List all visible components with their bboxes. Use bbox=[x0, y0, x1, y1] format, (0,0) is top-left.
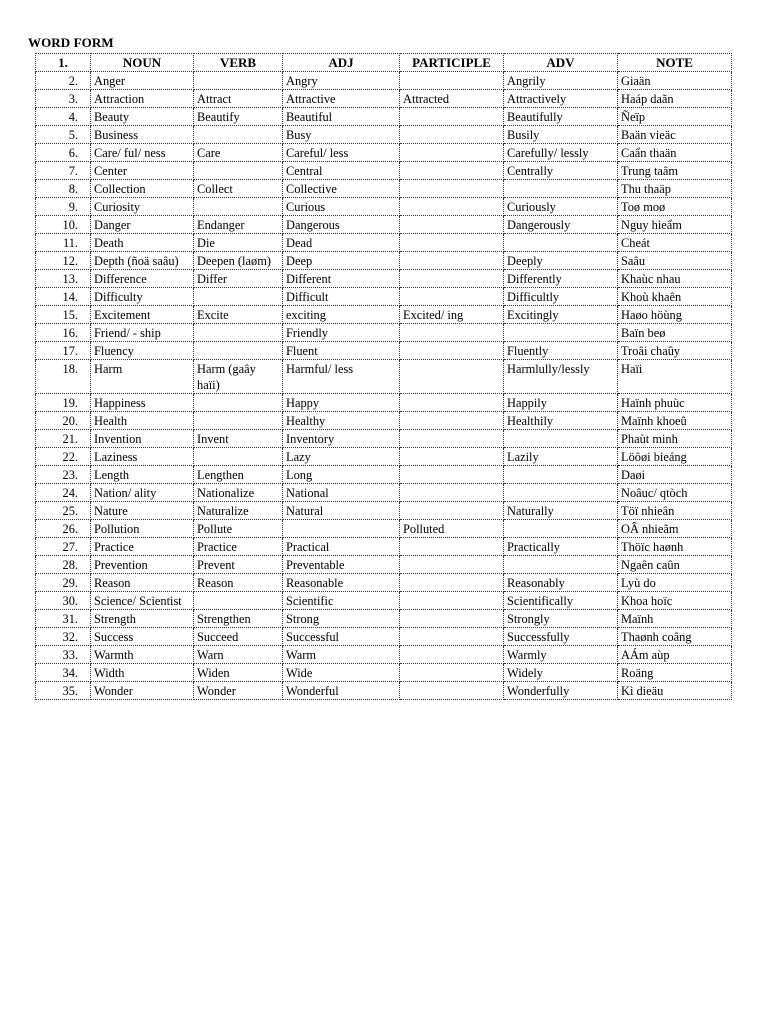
table-row bbox=[36, 682, 732, 700]
cell-participle bbox=[400, 538, 504, 556]
cell-verb bbox=[194, 394, 283, 412]
cell-participle bbox=[400, 484, 504, 502]
cell-note: Cheát bbox=[618, 234, 732, 252]
cell-number: 10. bbox=[36, 216, 91, 234]
cell-noun: Width bbox=[91, 664, 194, 682]
cell-adv: Busily bbox=[504, 126, 618, 144]
cell-note: Thöïc haønh bbox=[618, 538, 732, 556]
header-noun: NOUN bbox=[91, 54, 194, 72]
cell-noun: Attraction bbox=[91, 90, 194, 108]
cell-adj: Central bbox=[283, 162, 400, 180]
cell-adv: Harmlully/lessly bbox=[504, 360, 618, 394]
cell-verb: Beautify bbox=[194, 108, 283, 126]
cell-verb: Strengthen bbox=[194, 610, 283, 628]
cell-verb: Deepen (laøm) bbox=[194, 252, 283, 270]
cell-note: Khaùc nhau bbox=[618, 270, 732, 288]
cell-noun: Difficulty bbox=[91, 288, 194, 306]
cell-noun: Prevention bbox=[91, 556, 194, 574]
cell-adj: Collective bbox=[283, 180, 400, 198]
cell-participle bbox=[400, 556, 504, 574]
table-row bbox=[36, 342, 732, 360]
table-row bbox=[36, 180, 732, 198]
cell-verb: Harm (gaây haïi) bbox=[194, 360, 283, 394]
cell-verb bbox=[194, 342, 283, 360]
cell-noun: Depth (ñoä saâu) bbox=[91, 252, 194, 270]
cell-note: Noâuc/ qtòch bbox=[618, 484, 732, 502]
cell-participle bbox=[400, 126, 504, 144]
cell-adj: Dangerous bbox=[283, 216, 400, 234]
cell-number: 14. bbox=[36, 288, 91, 306]
cell-noun: Anger bbox=[91, 72, 194, 90]
header-number: 1. bbox=[36, 54, 91, 72]
cell-noun: Wonder bbox=[91, 682, 194, 700]
table-header-row bbox=[36, 54, 732, 72]
cell-note: Trung taâm bbox=[618, 162, 732, 180]
cell-note: Haáp daãn bbox=[618, 90, 732, 108]
cell-adv: Lazily bbox=[504, 448, 618, 466]
cell-participle bbox=[400, 216, 504, 234]
header-participle: PARTICIPLE bbox=[400, 54, 504, 72]
cell-noun: Nature bbox=[91, 502, 194, 520]
cell-verb: Care bbox=[194, 144, 283, 162]
cell-adv: Widely bbox=[504, 664, 618, 682]
cell-verb: Endanger bbox=[194, 216, 283, 234]
cell-note: OÂ nhieãm bbox=[618, 520, 732, 538]
cell-adv bbox=[504, 484, 618, 502]
cell-participle bbox=[400, 628, 504, 646]
cell-verb bbox=[194, 162, 283, 180]
cell-participle bbox=[400, 72, 504, 90]
cell-participle bbox=[400, 466, 504, 484]
cell-number: 23. bbox=[36, 466, 91, 484]
cell-adj: Careful/ less bbox=[283, 144, 400, 162]
cell-adj: Wide bbox=[283, 664, 400, 682]
cell-note: Maïnh bbox=[618, 610, 732, 628]
cell-adj: Healthy bbox=[283, 412, 400, 430]
header-adv: ADV bbox=[504, 54, 618, 72]
cell-adj: Scientific bbox=[283, 592, 400, 610]
cell-noun: Length bbox=[91, 466, 194, 484]
cell-adv: Beautifully bbox=[504, 108, 618, 126]
cell-adv: Warmly bbox=[504, 646, 618, 664]
cell-noun: Danger bbox=[91, 216, 194, 234]
cell-number: 34. bbox=[36, 664, 91, 682]
cell-participle bbox=[400, 610, 504, 628]
cell-verb: Nationalize bbox=[194, 484, 283, 502]
cell-adv: Fluently bbox=[504, 342, 618, 360]
cell-verb: Pollute bbox=[194, 520, 283, 538]
cell-noun: Curiosity bbox=[91, 198, 194, 216]
cell-adj: Deep bbox=[283, 252, 400, 270]
cell-participle bbox=[400, 360, 504, 394]
cell-number: 24. bbox=[36, 484, 91, 502]
cell-adv bbox=[504, 324, 618, 342]
cell-noun: Friend/ - ship bbox=[91, 324, 194, 342]
cell-verb bbox=[194, 126, 283, 144]
cell-adv: Centrally bbox=[504, 162, 618, 180]
cell-number: 13. bbox=[36, 270, 91, 288]
cell-participle bbox=[400, 646, 504, 664]
cell-adj: Dead bbox=[283, 234, 400, 252]
cell-adj: Happy bbox=[283, 394, 400, 412]
table-row bbox=[36, 484, 732, 502]
document-title: WORD FORM bbox=[28, 35, 114, 50]
cell-participle bbox=[400, 430, 504, 448]
cell-noun: Health bbox=[91, 412, 194, 430]
cell-adj bbox=[283, 520, 400, 538]
cell-participle bbox=[400, 288, 504, 306]
cell-participle bbox=[400, 412, 504, 430]
cell-verb: Warn bbox=[194, 646, 283, 664]
cell-noun: Strength bbox=[91, 610, 194, 628]
table-row bbox=[36, 216, 732, 234]
cell-verb: Succeed bbox=[194, 628, 283, 646]
table-row bbox=[36, 520, 732, 538]
cell-participle bbox=[400, 270, 504, 288]
cell-number: 22. bbox=[36, 448, 91, 466]
cell-participle bbox=[400, 448, 504, 466]
cell-adj: Different bbox=[283, 270, 400, 288]
cell-number: 27. bbox=[36, 538, 91, 556]
cell-noun: Excitement bbox=[91, 306, 194, 324]
cell-adj: Difficult bbox=[283, 288, 400, 306]
cell-adj: Successful bbox=[283, 628, 400, 646]
cell-adv: Carefully/ lessly bbox=[504, 144, 618, 162]
table-row bbox=[36, 664, 732, 682]
cell-verb bbox=[194, 448, 283, 466]
cell-adv: Excitingly bbox=[504, 306, 618, 324]
cell-noun: Business bbox=[91, 126, 194, 144]
cell-number: 21. bbox=[36, 430, 91, 448]
cell-noun: Happiness bbox=[91, 394, 194, 412]
cell-note: Haïi bbox=[618, 360, 732, 394]
cell-number: 31. bbox=[36, 610, 91, 628]
cell-noun: Death bbox=[91, 234, 194, 252]
cell-participle: Attracted bbox=[400, 90, 504, 108]
cell-participle bbox=[400, 234, 504, 252]
cell-participle bbox=[400, 162, 504, 180]
cell-note: Khoù khaên bbox=[618, 288, 732, 306]
cell-adj: Friendly bbox=[283, 324, 400, 342]
cell-number: 3. bbox=[36, 90, 91, 108]
cell-note: Daøi bbox=[618, 466, 732, 484]
cell-number: 28. bbox=[36, 556, 91, 574]
cell-note: Caẩn thaän bbox=[618, 144, 732, 162]
table-row bbox=[36, 360, 732, 394]
cell-verb: Excite bbox=[194, 306, 283, 324]
cell-noun: Invention bbox=[91, 430, 194, 448]
table-row bbox=[36, 270, 732, 288]
cell-number: 11. bbox=[36, 234, 91, 252]
cell-noun: Difference bbox=[91, 270, 194, 288]
cell-verb: Attract bbox=[194, 90, 283, 108]
cell-adv: Dangerously bbox=[504, 216, 618, 234]
cell-number: 35. bbox=[36, 682, 91, 700]
cell-note: Baïn beø bbox=[618, 324, 732, 342]
cell-note: Haøo höùng bbox=[618, 306, 732, 324]
table-row bbox=[36, 466, 732, 484]
cell-number: 12. bbox=[36, 252, 91, 270]
cell-adv: Curiously bbox=[504, 198, 618, 216]
cell-verb: Collect bbox=[194, 180, 283, 198]
cell-participle bbox=[400, 664, 504, 682]
cell-verb bbox=[194, 592, 283, 610]
cell-adv: Angrily bbox=[504, 72, 618, 90]
cell-participle bbox=[400, 342, 504, 360]
table-row bbox=[36, 538, 732, 556]
table-row bbox=[36, 288, 732, 306]
cell-number: 15. bbox=[36, 306, 91, 324]
cell-number: 19. bbox=[36, 394, 91, 412]
cell-participle bbox=[400, 502, 504, 520]
cell-noun: Laziness bbox=[91, 448, 194, 466]
cell-adv: Difficultly bbox=[504, 288, 618, 306]
cell-noun: Center bbox=[91, 162, 194, 180]
table-row bbox=[36, 72, 732, 90]
cell-adj: Curious bbox=[283, 198, 400, 216]
table-row bbox=[36, 394, 732, 412]
cell-note: Roäng bbox=[618, 664, 732, 682]
cell-adj: Inventory bbox=[283, 430, 400, 448]
cell-number: 32. bbox=[36, 628, 91, 646]
table-row bbox=[36, 162, 732, 180]
cell-note: Kì dieäu bbox=[618, 682, 732, 700]
cell-note: Maïnh khoeû bbox=[618, 412, 732, 430]
cell-adv: Deeply bbox=[504, 252, 618, 270]
cell-verb: Prevent bbox=[194, 556, 283, 574]
cell-adj: Strong bbox=[283, 610, 400, 628]
table-row bbox=[36, 430, 732, 448]
cell-verb: Reason bbox=[194, 574, 283, 592]
cell-adv: Wonderfully bbox=[504, 682, 618, 700]
cell-number: 8. bbox=[36, 180, 91, 198]
cell-adv: Practically bbox=[504, 538, 618, 556]
cell-adj: Busy bbox=[283, 126, 400, 144]
cell-adj: Harmful/ less bbox=[283, 360, 400, 394]
table-row bbox=[36, 324, 732, 342]
cell-participle bbox=[400, 682, 504, 700]
cell-noun: Beauty bbox=[91, 108, 194, 126]
cell-number: 2. bbox=[36, 72, 91, 90]
cell-adv: Healthily bbox=[504, 412, 618, 430]
cell-noun: Care/ ful/ ness bbox=[91, 144, 194, 162]
cell-note: Ñeïp bbox=[618, 108, 732, 126]
cell-verb: Invent bbox=[194, 430, 283, 448]
cell-verb bbox=[194, 412, 283, 430]
table-row bbox=[36, 556, 732, 574]
cell-verb: Wonder bbox=[194, 682, 283, 700]
table-row bbox=[36, 628, 732, 646]
word-form-table bbox=[35, 53, 732, 700]
cell-adj: Reasonable bbox=[283, 574, 400, 592]
cell-number: 29. bbox=[36, 574, 91, 592]
cell-note: Lyù do bbox=[618, 574, 732, 592]
cell-note: Thu thaäp bbox=[618, 180, 732, 198]
table-row bbox=[36, 502, 732, 520]
cell-verb: Practice bbox=[194, 538, 283, 556]
header-verb: VERB bbox=[194, 54, 283, 72]
cell-verb: Die bbox=[194, 234, 283, 252]
cell-number: 9. bbox=[36, 198, 91, 216]
cell-verb: Differ bbox=[194, 270, 283, 288]
cell-note: Saâu bbox=[618, 252, 732, 270]
cell-adv bbox=[504, 234, 618, 252]
cell-adv bbox=[504, 180, 618, 198]
cell-verb: Naturalize bbox=[194, 502, 283, 520]
cell-participle bbox=[400, 180, 504, 198]
header-adj: ADJ bbox=[283, 54, 400, 72]
cell-note: Thaønh coâng bbox=[618, 628, 732, 646]
cell-adj: Natural bbox=[283, 502, 400, 520]
cell-adj: Angry bbox=[283, 72, 400, 90]
cell-participle bbox=[400, 198, 504, 216]
cell-number: 20. bbox=[36, 412, 91, 430]
cell-adj: National bbox=[283, 484, 400, 502]
cell-verb: Widen bbox=[194, 664, 283, 682]
cell-adv: Reasonably bbox=[504, 574, 618, 592]
cell-noun: Success bbox=[91, 628, 194, 646]
cell-adv: Successfully bbox=[504, 628, 618, 646]
cell-adv bbox=[504, 430, 618, 448]
cell-verb bbox=[194, 198, 283, 216]
cell-number: 17. bbox=[36, 342, 91, 360]
cell-adv: Differently bbox=[504, 270, 618, 288]
table-row bbox=[36, 412, 732, 430]
cell-adj: Practical bbox=[283, 538, 400, 556]
cell-participle bbox=[400, 592, 504, 610]
cell-adj: Lazy bbox=[283, 448, 400, 466]
cell-participle bbox=[400, 394, 504, 412]
cell-noun: Warmth bbox=[91, 646, 194, 664]
cell-number: 6. bbox=[36, 144, 91, 162]
cell-adj: Beautiful bbox=[283, 108, 400, 126]
table-row bbox=[36, 574, 732, 592]
cell-noun: Science/ Scientist bbox=[91, 592, 194, 610]
cell-number: 16. bbox=[36, 324, 91, 342]
cell-adj: exciting bbox=[283, 306, 400, 324]
cell-participle: Excited/ ing bbox=[400, 306, 504, 324]
cell-number: 7. bbox=[36, 162, 91, 180]
cell-number: 18. bbox=[36, 360, 91, 394]
cell-noun: Nation/ ality bbox=[91, 484, 194, 502]
cell-noun: Pollution bbox=[91, 520, 194, 538]
cell-participle bbox=[400, 574, 504, 592]
table-row bbox=[36, 144, 732, 162]
cell-note: Haïnh phuùc bbox=[618, 394, 732, 412]
cell-adv bbox=[504, 520, 618, 538]
cell-note: AÁm aùp bbox=[618, 646, 732, 664]
cell-noun: Practice bbox=[91, 538, 194, 556]
table-row bbox=[36, 90, 732, 108]
cell-note: Troâi chaûy bbox=[618, 342, 732, 360]
table-row bbox=[36, 610, 732, 628]
cell-adj: Warm bbox=[283, 646, 400, 664]
cell-number: 25. bbox=[36, 502, 91, 520]
table-row bbox=[36, 306, 732, 324]
cell-number: 30. bbox=[36, 592, 91, 610]
cell-participle: Polluted bbox=[400, 520, 504, 538]
cell-adj: Fluent bbox=[283, 342, 400, 360]
table-body bbox=[36, 72, 732, 700]
cell-number: 4. bbox=[36, 108, 91, 126]
cell-adv bbox=[504, 466, 618, 484]
cell-note: Giaän bbox=[618, 72, 732, 90]
cell-note: Nguy hieẩm bbox=[618, 216, 732, 234]
cell-participle bbox=[400, 108, 504, 126]
cell-adv: Naturally bbox=[504, 502, 618, 520]
cell-adv: Attractively bbox=[504, 90, 618, 108]
cell-adj: Long bbox=[283, 466, 400, 484]
cell-verb: Lengthen bbox=[194, 466, 283, 484]
cell-adv bbox=[504, 556, 618, 574]
table-row bbox=[36, 592, 732, 610]
cell-noun: Fluency bbox=[91, 342, 194, 360]
cell-adv: Happily bbox=[504, 394, 618, 412]
cell-participle bbox=[400, 144, 504, 162]
cell-verb bbox=[194, 324, 283, 342]
cell-verb bbox=[194, 72, 283, 90]
cell-note: Löôøi bieáng bbox=[618, 448, 732, 466]
cell-note: Khoa hoïc bbox=[618, 592, 732, 610]
cell-number: 33. bbox=[36, 646, 91, 664]
cell-note: Baän vieäc bbox=[618, 126, 732, 144]
cell-note: Töï nhieân bbox=[618, 502, 732, 520]
cell-note: Phaùt minh bbox=[618, 430, 732, 448]
cell-participle bbox=[400, 324, 504, 342]
table-row bbox=[36, 126, 732, 144]
table-row bbox=[36, 252, 732, 270]
table-row bbox=[36, 198, 732, 216]
cell-noun: Harm bbox=[91, 360, 194, 394]
cell-note: Ngaên caûn bbox=[618, 556, 732, 574]
table-row bbox=[36, 234, 732, 252]
cell-adj: Preventable bbox=[283, 556, 400, 574]
cell-number: 26. bbox=[36, 520, 91, 538]
table-row bbox=[36, 646, 732, 664]
cell-number: 5. bbox=[36, 126, 91, 144]
cell-noun: Reason bbox=[91, 574, 194, 592]
cell-adv: Scientifically bbox=[504, 592, 618, 610]
table-row bbox=[36, 108, 732, 126]
cell-participle bbox=[400, 252, 504, 270]
cell-verb bbox=[194, 288, 283, 306]
cell-adv: Strongly bbox=[504, 610, 618, 628]
cell-noun: Collection bbox=[91, 180, 194, 198]
header-note: NOTE bbox=[618, 54, 732, 72]
table-row bbox=[36, 448, 732, 466]
cell-note: Toø moø bbox=[618, 198, 732, 216]
cell-adj: Wonderful bbox=[283, 682, 400, 700]
cell-adj: Attractive bbox=[283, 90, 400, 108]
